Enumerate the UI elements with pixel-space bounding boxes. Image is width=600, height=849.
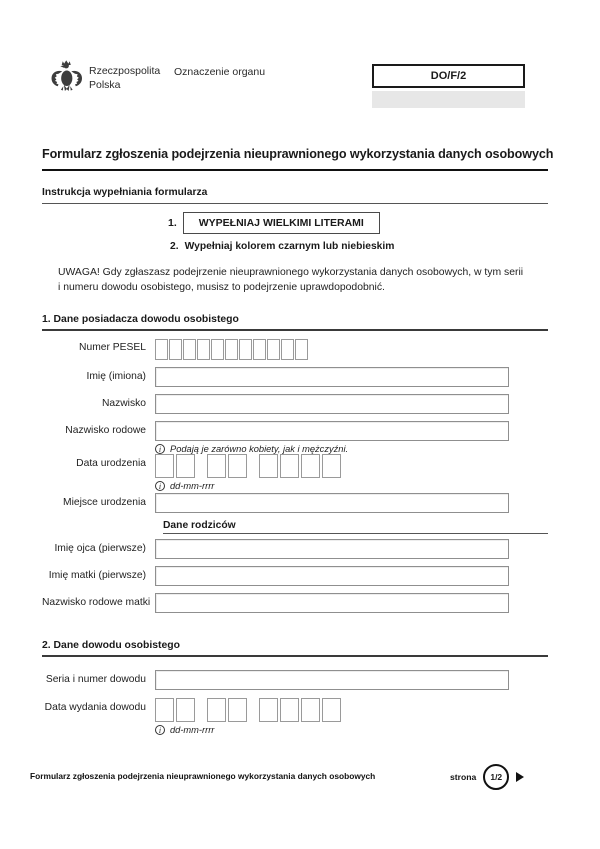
mother-name-label: Imię matki (pierwsze) bbox=[48, 570, 146, 581]
issue-month-cell[interactable] bbox=[228, 698, 247, 722]
father-name-input[interactable] bbox=[155, 539, 509, 559]
instruction-1-boxed-text: WYPEŁNIAJ WIELKIMI LITERAMI bbox=[183, 212, 380, 234]
birth-date-note bbox=[155, 480, 341, 491]
issue-date-row bbox=[42, 698, 548, 735]
parents-subheading-row bbox=[42, 520, 548, 534]
footer-pagination bbox=[450, 764, 524, 790]
page-number-badge: 1/2 bbox=[483, 764, 509, 790]
instruction-1-number: 1. bbox=[168, 217, 177, 229]
first-name-label: Imię (imiona) bbox=[86, 371, 146, 382]
pesel-cell[interactable] bbox=[295, 339, 308, 360]
family-name-input[interactable] bbox=[155, 421, 509, 441]
father-name-row bbox=[42, 539, 548, 559]
parents-subheading: Dane rodziców bbox=[163, 520, 548, 534]
pesel-cell[interactable] bbox=[225, 339, 238, 360]
instructions-heading: Instrukcja wypełniania formularza bbox=[42, 187, 548, 204]
pesel-cell[interactable] bbox=[211, 339, 224, 360]
organ-designation-field[interactable] bbox=[372, 91, 525, 108]
birth-date-note-text: dd-mm-rrrr bbox=[170, 480, 215, 491]
instruction-2-number: 2. bbox=[170, 241, 179, 252]
pesel-cell[interactable] bbox=[197, 339, 210, 360]
last-name-row bbox=[42, 394, 548, 414]
issue-day-cell[interactable] bbox=[155, 698, 174, 722]
info-icon: i bbox=[155, 481, 165, 491]
issue-date-note-text: dd-mm-rrrr bbox=[170, 724, 215, 735]
country-name bbox=[89, 64, 160, 92]
family-name-note-text: Podają je zarówno kobiety, jak i mężczyźni. bbox=[170, 443, 349, 454]
birth-date-row bbox=[42, 454, 548, 491]
section-1-heading: 1. Dane posiadacza dowodu osobistego bbox=[42, 314, 548, 331]
next-page-arrow-icon bbox=[516, 772, 524, 782]
family-name-row bbox=[42, 421, 548, 454]
birth-date-label: Data urodzenia bbox=[76, 458, 146, 469]
warning-paragraph: UWAGA! Gdy zgłaszasz podejrzenie nieuprawnionego wykorzystania danych osobowych, w tym serii i numeru dowodu osobistego, musisz to podejrzenie uprawdopodobnić. bbox=[58, 267, 524, 293]
info-icon: i bbox=[155, 444, 165, 454]
family-name-note bbox=[155, 443, 509, 454]
issue-date-note bbox=[155, 724, 341, 735]
instruction-item-2 bbox=[42, 241, 394, 252]
info-icon: i bbox=[155, 725, 165, 735]
birth-date-input[interactable] bbox=[155, 454, 341, 478]
mother-family-name-input[interactable] bbox=[155, 593, 509, 613]
id-number-label: Seria i numer dowodu bbox=[45, 674, 146, 685]
issue-year-cell[interactable] bbox=[301, 698, 320, 722]
organ-designation-label: Oznaczenie organu bbox=[174, 66, 266, 78]
country-line1: Rzeczpospolita bbox=[89, 65, 161, 77]
birth-year-cell[interactable] bbox=[301, 454, 320, 478]
birth-day-cell[interactable] bbox=[155, 454, 174, 478]
id-number-row bbox=[42, 670, 548, 690]
father-name-label: Imię ojca (pierwsze) bbox=[54, 543, 146, 554]
pesel-cell[interactable] bbox=[281, 339, 294, 360]
pesel-label: Numer PESEL bbox=[79, 342, 146, 353]
issue-date-input[interactable] bbox=[155, 698, 341, 722]
issue-year-cell[interactable] bbox=[322, 698, 341, 722]
pesel-input[interactable] bbox=[155, 338, 308, 360]
family-name-label: Nazwisko rodowe bbox=[65, 425, 146, 436]
pesel-cell[interactable] bbox=[169, 339, 182, 360]
issue-day-cell[interactable] bbox=[176, 698, 195, 722]
issue-year-cell[interactable] bbox=[280, 698, 299, 722]
issue-year-cell[interactable] bbox=[259, 698, 278, 722]
pesel-cell[interactable] bbox=[183, 339, 196, 360]
pesel-cell[interactable] bbox=[239, 339, 252, 360]
instruction-2-text: Wypełniaj kolorem czarnym lub niebieskim bbox=[184, 241, 395, 252]
instruction-item-1 bbox=[42, 212, 380, 234]
mother-family-name-row bbox=[42, 593, 548, 613]
birth-month-cell[interactable] bbox=[228, 454, 247, 478]
section-2-fields bbox=[42, 664, 548, 735]
issue-month-cell[interactable] bbox=[207, 698, 226, 722]
pesel-cell[interactable] bbox=[155, 339, 168, 360]
mother-family-name-label: Nazwisko rodowe matki bbox=[42, 597, 151, 608]
pesel-cell[interactable] bbox=[267, 339, 280, 360]
last-name-input[interactable] bbox=[155, 394, 509, 414]
birth-place-row bbox=[42, 493, 548, 513]
first-name-row bbox=[42, 367, 548, 387]
id-number-input[interactable] bbox=[155, 670, 509, 690]
birth-place-input[interactable] bbox=[155, 493, 509, 513]
birth-year-cell[interactable] bbox=[280, 454, 299, 478]
birth-day-cell[interactable] bbox=[176, 454, 195, 478]
first-name-input[interactable] bbox=[155, 367, 509, 387]
birth-month-cell[interactable] bbox=[207, 454, 226, 478]
issue-date-label: Data wydania dowodu bbox=[44, 702, 146, 713]
mother-name-input[interactable] bbox=[155, 566, 509, 586]
pesel-cell[interactable] bbox=[253, 339, 266, 360]
form-code-badge: DO/F/2 bbox=[372, 64, 525, 88]
polish-eagle-emblem bbox=[50, 56, 83, 105]
section-1-fields bbox=[42, 338, 548, 620]
mother-name-row bbox=[42, 566, 548, 586]
section-2-heading: 2. Dane dowodu osobistego bbox=[42, 640, 548, 657]
pesel-row bbox=[42, 338, 548, 360]
last-name-label: Nazwisko bbox=[101, 398, 146, 409]
eagle-icon bbox=[50, 56, 83, 100]
birth-year-cell[interactable] bbox=[259, 454, 278, 478]
country-line2: Polska bbox=[89, 79, 121, 91]
page-word-label: strona bbox=[450, 772, 477, 782]
birth-place-label: Miejsce urodzenia bbox=[63, 497, 146, 508]
footer-form-title: Formularz zgłoszenia podejrzenia nieuprawnionego wykorzystania danych osobowych bbox=[30, 771, 376, 781]
birth-year-cell[interactable] bbox=[322, 454, 341, 478]
form-title: Formularz zgłoszenia podejrzenia nieuprawnionego wykorzystania danych osobowych bbox=[42, 147, 548, 171]
